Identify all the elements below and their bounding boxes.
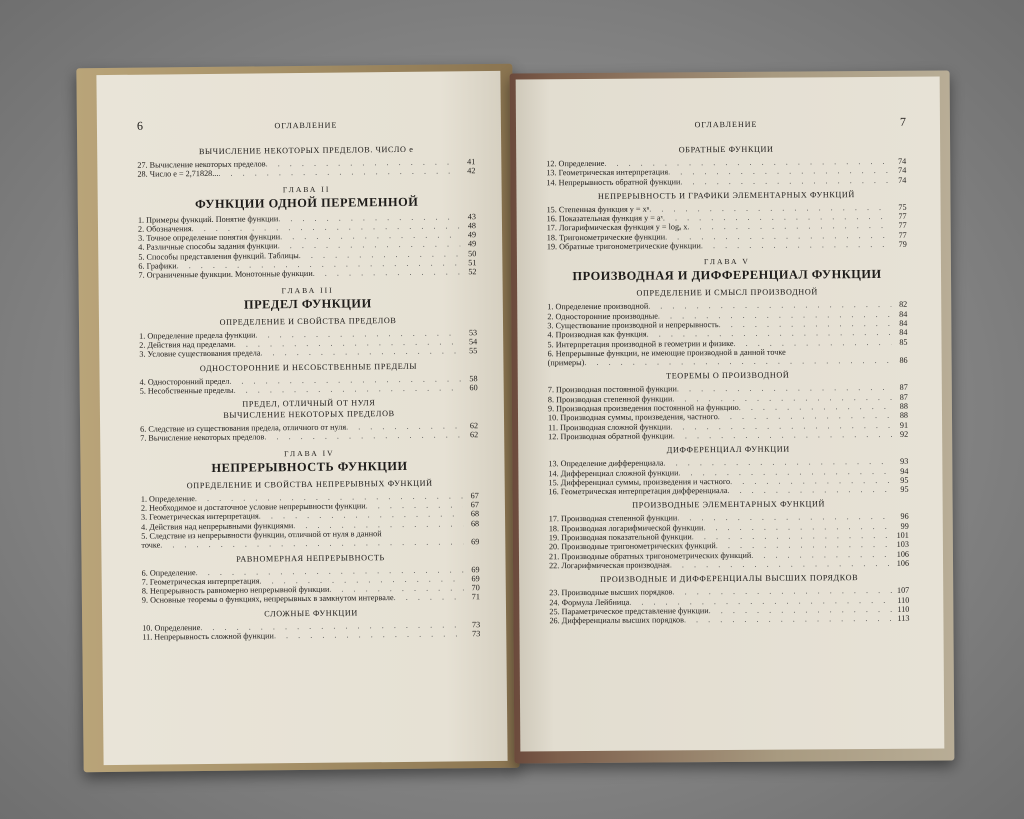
toc-entry-title: 27. Вычисление некоторых пределов [137, 159, 266, 170]
chapter-label: ГЛАВА IV [284, 448, 335, 458]
toc-entry-title: 26. Дифференциалы высших порядков [549, 615, 684, 626]
toc-entry [549, 614, 909, 626]
chapter-title: НЕПРЕРЫВНОСТЬ ФУНКЦИИ [211, 458, 408, 475]
toc-entry-page: 74 [898, 166, 907, 176]
toc-entry-title: 14. Непрерывность обратной функции [546, 176, 681, 187]
toc-entry-page: 53 [468, 327, 478, 337]
section-heading: ВЫЧИСЛЕНИЕ НЕКОТОРЫХ ПРЕДЕЛОВ. ЧИСЛО e [198, 144, 414, 157]
toc-entry [547, 240, 907, 252]
toc-entry-page: 62 [469, 421, 479, 431]
chapter-title: ФУНКЦИИ ОДНОЙ ПЕРЕМЕННОЙ [195, 194, 419, 211]
toc-entry-title: 9. Основные теоремы о функциях, непрерывных в замкнутом интервале [141, 593, 394, 606]
toc-content [137, 144, 480, 642]
toc-entry-title: 25. Параметрическое представление функции [549, 605, 709, 617]
dot-leader [264, 431, 462, 442]
toc-entry-page: 91 [899, 420, 909, 430]
toc-entry-page: 49 [467, 239, 477, 249]
toc-entry-page: 110 [897, 595, 910, 605]
toc-entry-title: 11. Непрерывность сложной функции [142, 631, 274, 642]
section-heading: ТЕОРЕМЫ О ПРОИЗВОДНОЙ [666, 371, 790, 381]
toc-entry-page: 88 [899, 401, 908, 411]
toc-entry-title: 18. Тригонометрические функции [546, 232, 666, 243]
dot-leader [234, 383, 462, 395]
toc-entry-page: 69 [471, 537, 480, 547]
toc-entry-page: 68 [470, 518, 480, 528]
toc-entry-page: 77 [898, 230, 907, 240]
dot-leader [160, 538, 463, 550]
toc-entry-page: 84 [899, 318, 908, 328]
toc-entry-page: 58 [469, 373, 478, 383]
toc-entry-title: 10. Определение [142, 622, 201, 633]
running-head-title: ОГЛАВЛЕНИЕ [274, 120, 338, 131]
toc-entry-title: 9. Производная произведения постоянной на функцию [547, 402, 739, 414]
section-heading: ОПРЕДЕЛЕНИЕ И СВОЙСТВА ПРЕДЕЛОВ [219, 315, 397, 327]
toc-entry-title: 5. Несобственные пределы [139, 385, 234, 396]
toc-entry-title: 11. Производная сложной функции [548, 422, 671, 432]
toc-entry-page: 106 [896, 549, 910, 559]
toc-entry-page: 42 [467, 166, 476, 176]
toc-entry-page: 94 [900, 466, 909, 476]
toc-entry-title: 15. Дифференциал суммы, произведения и частного [548, 476, 731, 488]
toc-entry-page: 77 [898, 221, 907, 231]
toc-entry [549, 485, 909, 497]
toc-entry-title: 7. Геометрическая интерпретация [141, 576, 260, 587]
toc-entry-page: 99 [900, 521, 909, 531]
left-page [96, 71, 507, 765]
toc-entry-title: 21. Производные обратных тригонометрических функций [548, 550, 752, 561]
toc-entry-title: 19. Обратные тригонометрические функции [546, 241, 701, 252]
toc-entry-title: 3. Геометрическая интерпретация [140, 511, 259, 523]
dot-leader [218, 167, 459, 179]
toc-entry-title: 1. Определение предела функции [139, 330, 256, 341]
toc-entry-title: 3. Условие существования предела [139, 348, 261, 359]
running-head [137, 119, 475, 143]
toc-entry-page: 70 [471, 583, 480, 593]
chapter-title: ПРЕДЕЛ ФУНКЦИИ [243, 295, 372, 312]
dot-leader [670, 559, 893, 570]
toc-entry-title: 13. Определение дифференциала [548, 458, 664, 469]
toc-entry-title: (примеры) [547, 358, 585, 368]
toc-entry-page: 74 [898, 156, 907, 166]
toc-entry-page: 79 [898, 239, 907, 249]
section-heading: ДИФФЕРЕНЦИАЛ ФУНКЦИИ [666, 444, 790, 455]
toc-entry-title: 7. Вычисление некоторых пределов [140, 432, 265, 444]
right-page [516, 77, 945, 752]
toc-entry-page: 113 [897, 613, 910, 623]
toc-entry-title: 4. Односторонний предел [139, 376, 230, 387]
dot-leader [727, 485, 892, 495]
section-heading: ВЫЧИСЛЕНИЕ НЕКОТОРЫХ ПРЕДЕЛОВ [223, 409, 395, 420]
dot-leader [680, 175, 890, 186]
section-heading: ОДНОСТОРОННИЕ И НЕСОБСТВЕННЫЕ ПРЕДЕЛЫ [199, 361, 418, 373]
toc-entry-page: 54 [468, 337, 478, 347]
toc-entry-page: 84 [899, 309, 908, 319]
section-heading: РАВНОМЕРНАЯ НЕПРЕРЫВНОСТЬ [236, 552, 385, 564]
toc-entry-page: 68 [470, 509, 480, 519]
toc-entry-title: 1. Определение [140, 493, 195, 504]
toc-entry [546, 175, 906, 187]
toc-entry [549, 559, 909, 571]
section-heading: ПРЕДЕЛ, ОТЛИЧНЫЙ ОТ НУЛЯ [242, 398, 376, 409]
toc-entry-title: 4. Различные способы задания функции [138, 241, 278, 253]
toc-entry-title: 19. Производная показательной функции [548, 532, 692, 543]
toc-entry-title: 3. Точное определение понятия функции [138, 232, 281, 243]
toc-entry-title: 10. Производная суммы, произведения, частного [547, 412, 718, 423]
toc-entry-title: 3. Существование производной и непрерывность [547, 320, 719, 331]
toc-entry-title: 6. Определение [141, 567, 196, 578]
chapter-label: ГЛАВА V [703, 257, 750, 267]
toc-entry-title: 23. Производные высших порядков [549, 587, 673, 598]
toc-entry-title: 12. Определение [546, 158, 605, 169]
toc-entry-title: 6. Непрерывные функции, не имеющие производной в данной точке [547, 347, 786, 359]
toc-entry-title: 2. Односторонние производные [547, 311, 658, 321]
section-heading: ОБРАТНЫЕ ФУНКЦИИ [678, 144, 774, 155]
toc-entry-title: 2. Необходимое и достаточное условие непрерывности функции [140, 501, 366, 513]
toc-entry-page: 96 [900, 512, 909, 522]
dot-leader [701, 240, 891, 251]
toc-entry-title: 20. Производные тригонометрических функций [548, 541, 716, 552]
toc-entry-title: 22. Логарифмическая производная [549, 560, 670, 571]
toc-entry-page: 106 [896, 558, 910, 568]
toc-entry-title: 6. Следствие из существования предела, отличного от нуля [140, 422, 347, 434]
toc-entry-page: 82 [899, 300, 908, 310]
section-heading: ОПРЕДЕЛЕНИЕ И СМЫСЛ ПРОИЗВОДНОЙ [636, 287, 818, 299]
toc-entry-page: 51 [468, 258, 477, 268]
toc-entry-page: 69 [471, 564, 480, 574]
toc-entry-page: 62 [469, 430, 479, 440]
dot-leader [584, 356, 891, 367]
toc-entry-page: 110 [897, 604, 910, 614]
toc-entry-page: 69 [471, 573, 480, 584]
toc-entry [548, 356, 908, 368]
toc-entry-title: 8. Непрерывность равномерно непрерывной функции [141, 584, 330, 596]
section-heading: ОПРЕДЕЛЕНИЕ И СВОЙСТВА НЕПРЕРЫВНЫХ ФУНКЦИЙ [186, 478, 433, 490]
section-heading: НЕПРЕРЫВНОСТЬ И ГРАФИКИ ЭЛЕМЕНТАРНЫХ ФУНКЦИЙ [597, 190, 855, 201]
toc-entry-page: 71 [471, 592, 480, 602]
toc-entry-page: 88 [899, 411, 909, 421]
toc-entry-title: 5. Способы представления функций. Таблицы [138, 250, 299, 262]
section-heading: ПРОИЗВОДНЫЕ ЭЛЕМЕНТАРНЫХ ФУНКЦИЙ [632, 499, 826, 511]
toc-entry-title: 8. Производная степенной функции [547, 394, 673, 405]
toc-entry-page: 74 [898, 175, 907, 185]
dot-leader [274, 629, 464, 640]
toc-entry-page: 85 [899, 337, 908, 347]
toc-entry-title: 17. Логарифмическая функция y = logₐ x [546, 222, 688, 233]
toc-entry-page: 95 [900, 475, 909, 485]
chapter-label: ГЛАВА II [282, 184, 331, 194]
page-number: 7 [899, 114, 907, 129]
toc-entry-title: 6. Графики [138, 261, 177, 271]
toc-entry-title: 18. Производная логарифмической функции [548, 522, 704, 533]
chapter-label: ГЛАВА III [281, 285, 334, 295]
toc-entry-title: 12. Производная обратной функции [548, 431, 673, 442]
toc-entry-page: 55 [469, 346, 478, 356]
toc-entry-title: 28. Число e = 2,71828... [137, 169, 219, 180]
dot-leader [260, 347, 461, 358]
toc-entry-title: 1. Определение производной [547, 301, 649, 312]
toc-entry-title: 7. Ограниченные функции. Монотонные функции [138, 269, 313, 281]
toc-entry-page: 84 [899, 328, 908, 338]
section-heading: ПРОИЗВОДНЫЕ И ДИФФЕРЕНЦИАЛЫ ВЫСШИХ ПОРЯДКОВ [600, 573, 859, 585]
running-head [546, 114, 907, 142]
toc-entry [548, 430, 908, 442]
toc-entry-title: 7. Производная постоянной функции [547, 384, 677, 395]
page-number: 6 [136, 118, 144, 133]
dot-leader [733, 337, 891, 347]
toc-entry-title: 16. Показательная функция y = aˣ [546, 213, 663, 224]
toc-entry-page: 101 [896, 530, 909, 540]
toc-entry-page: 92 [899, 429, 909, 439]
toc-entry-title: 14. Дифференциал сложной функции [548, 467, 679, 478]
toc-entry-title: 15. Степенная функция y = xⁿ [546, 204, 650, 215]
toc-entry-title: 1. Примеры функций. Понятие функции [137, 213, 279, 225]
toc-entry-title: 2. Обозначения [137, 224, 192, 234]
toc-entry-page: 48 [467, 221, 477, 231]
toc-entry-title: 16. Геометрическая интерпретация дифференциала [548, 486, 728, 497]
toc-entry-title: 4. Действия над непрерывными функциями [141, 520, 294, 532]
toc-entry-page: 75 [898, 202, 907, 212]
toc-entry-page: 86 [899, 355, 908, 365]
dot-leader [394, 593, 464, 603]
toc-entry-page: 73 [471, 619, 481, 629]
toc-entry-title: 2. Действия над пределами [139, 339, 234, 350]
section-heading: СЛОЖНЫЕ ФУНКЦИИ [264, 608, 358, 619]
dot-leader [673, 430, 892, 441]
toc-entry-title: 5. Следствие из непрерывности функции, отличной от нуля в данной [141, 529, 382, 541]
toc-content [546, 144, 909, 626]
toc-entry-page: 87 [899, 392, 908, 402]
toc-entry-page: 52 [468, 267, 477, 277]
dot-leader [313, 268, 461, 279]
toc-entry-page: 103 [896, 540, 909, 550]
toc-entry-page: 50 [468, 248, 477, 259]
toc-entry-page: 73 [472, 629, 481, 639]
toc-entry-page: 49 [467, 230, 477, 240]
toc-entry-title: 4. Производная как функция [547, 329, 647, 340]
toc-entry-page: 41 [467, 157, 476, 167]
toc-entry-title: 17. Производная степенной функции [548, 513, 678, 524]
toc-entry-page: 67 [470, 500, 479, 510]
toc-entry-title: точке [141, 540, 161, 550]
toc-entry-page: 95 [900, 484, 909, 494]
dot-leader [684, 614, 894, 625]
toc-entry-page: 87 [899, 383, 908, 393]
toc-entry-page: 107 [896, 585, 910, 596]
toc-entry-page: 43 [467, 211, 476, 221]
toc-entry-title: 5. Интерпретация производной в геометрии и физике [547, 338, 734, 349]
toc-entry-title: 24. Формула Лейбница [549, 597, 630, 607]
chapter-title: ПРОИЗВОДНАЯ И ДИФФЕРЕНЦИАЛ ФУНКЦИИ [572, 267, 882, 284]
toc-entry-page: 77 [898, 211, 907, 222]
toc-entry-page: 60 [469, 383, 478, 393]
toc-entry-title: 13. Геометрическая интерпретация [546, 167, 669, 178]
toc-entry-page: 93 [900, 456, 909, 467]
toc-entry-page: 67 [470, 490, 479, 500]
running-head-title: ОГЛАВЛЕНИЕ [694, 119, 758, 130]
